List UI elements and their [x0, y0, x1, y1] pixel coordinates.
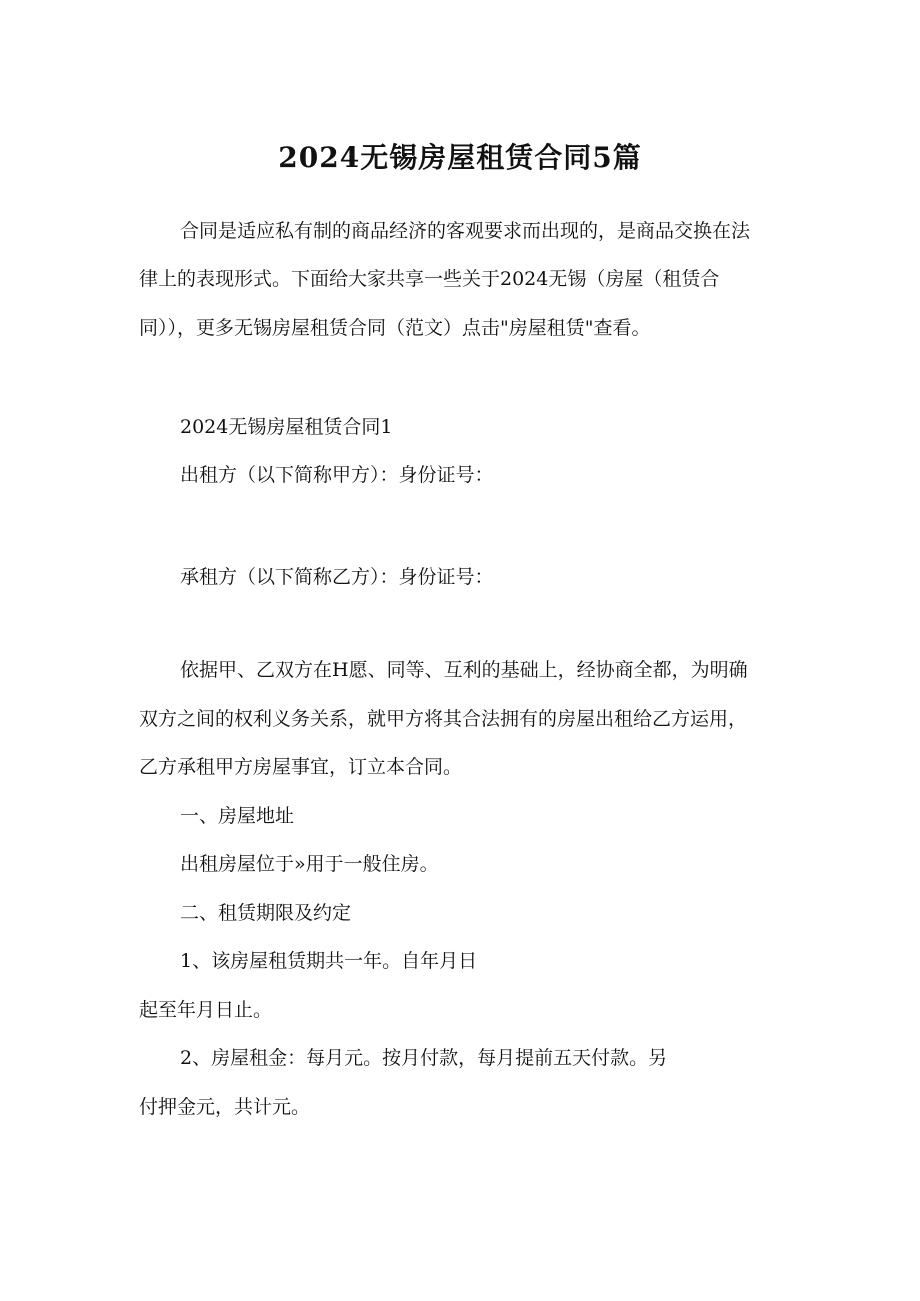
basis-line-3: 乙方承租甲方房屋事宜，订立本合同。: [139, 756, 463, 778]
basis-line-1: 依据甲、乙双方在H愿、同等、互利的基础上，经协商全都，为明确: [180, 659, 748, 681]
clause1-heading: 一、房屋地址: [180, 805, 295, 827]
intro-line-1: 合同是适应私有制的商品经济的客观要求而出现的，是商品交换在法: [180, 220, 751, 242]
item2-line-2: 付押金元，共计元。: [139, 1096, 311, 1118]
item1-line-1: 1、该房屋租赁期共一年。自年月日: [180, 950, 478, 972]
item1-line-2: 起至年月日止。: [139, 999, 273, 1021]
document-title: 2024无锡房屋租赁合同5篇: [278, 141, 642, 174]
lessee-line: 承租方（以下简称乙方）：身份证号：: [180, 566, 494, 588]
clause1-text: 出租房屋位于»用于一般住房。: [180, 853, 439, 875]
intro-line-2: 律上的表现形式。下面给大家共享一些关于2024无锡（房屋（租赁合: [139, 268, 720, 290]
basis-line-2: 双方之间的权利义务关系，就甲方将其合法拥有的房屋出租给乙方运用，: [139, 708, 748, 730]
section-heading: 2024无锡房屋租赁合同1: [180, 416, 393, 438]
lessor-line: 出租方（以下简称甲方）：身份证号：: [180, 464, 494, 486]
clause2-heading: 二、租赁期限及约定: [180, 902, 352, 924]
intro-line-3: 同）），更多无锡房屋租赁合同（范文）点击"房屋租赁"查看。: [139, 317, 651, 339]
item2-line-1: 2、房屋租金：每月元。按月付款，每月提前五天付款。另: [180, 1047, 668, 1069]
